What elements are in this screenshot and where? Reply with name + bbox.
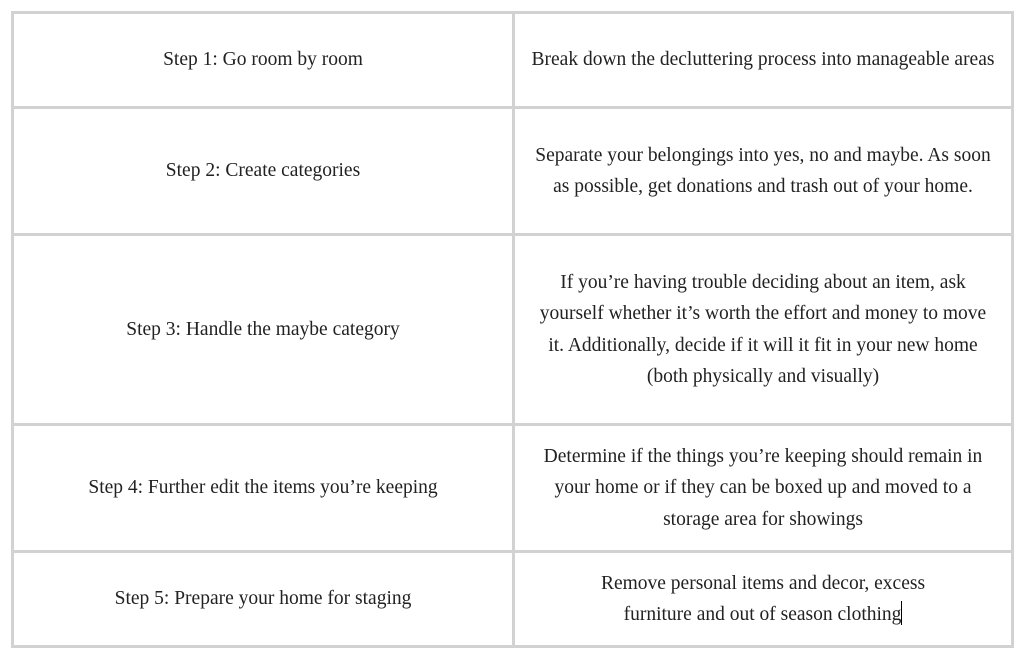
description-cell[interactable] — [514, 552, 1013, 647]
steps-table — [11, 11, 1014, 648]
step-cell[interactable]: Step 4: Further edit the items you’re keeping — [13, 425, 514, 552]
description-text: Remove personal items and decor, excess furniture and out of season clothing — [600, 572, 926, 625]
step-cell[interactable]: Step 3: Handle the maybe category — [13, 235, 514, 425]
table-row — [13, 13, 1013, 108]
description-cell[interactable]: Break down the decluttering process into manageable areas — [514, 13, 1013, 108]
description-cell[interactable]: Separate your belongings into yes, no and maybe. As soon as possible, get donations and trash out of your home. — [514, 108, 1013, 235]
text-cursor — [901, 601, 902, 625]
description-cell[interactable]: If you’re having trouble deciding about an item, ask yourself whether it’s worth the effort and money to move it. Additionally, decide if it will it fit in your new home (both physically and visually) — [514, 235, 1013, 425]
step-cell[interactable]: Step 2: Create categories — [13, 108, 514, 235]
table-row — [13, 425, 1013, 552]
description-cell[interactable]: Determine if the things you’re keeping should remain in your home or if they can be boxed up and moved to a storage area for showings — [514, 425, 1013, 552]
step-cell[interactable]: Step 1: Go room by room — [13, 13, 514, 108]
table-row — [13, 552, 1013, 647]
table-row — [13, 108, 1013, 235]
step-cell[interactable]: Step 5: Prepare your home for staging — [13, 552, 514, 647]
table-row — [13, 235, 1013, 425]
